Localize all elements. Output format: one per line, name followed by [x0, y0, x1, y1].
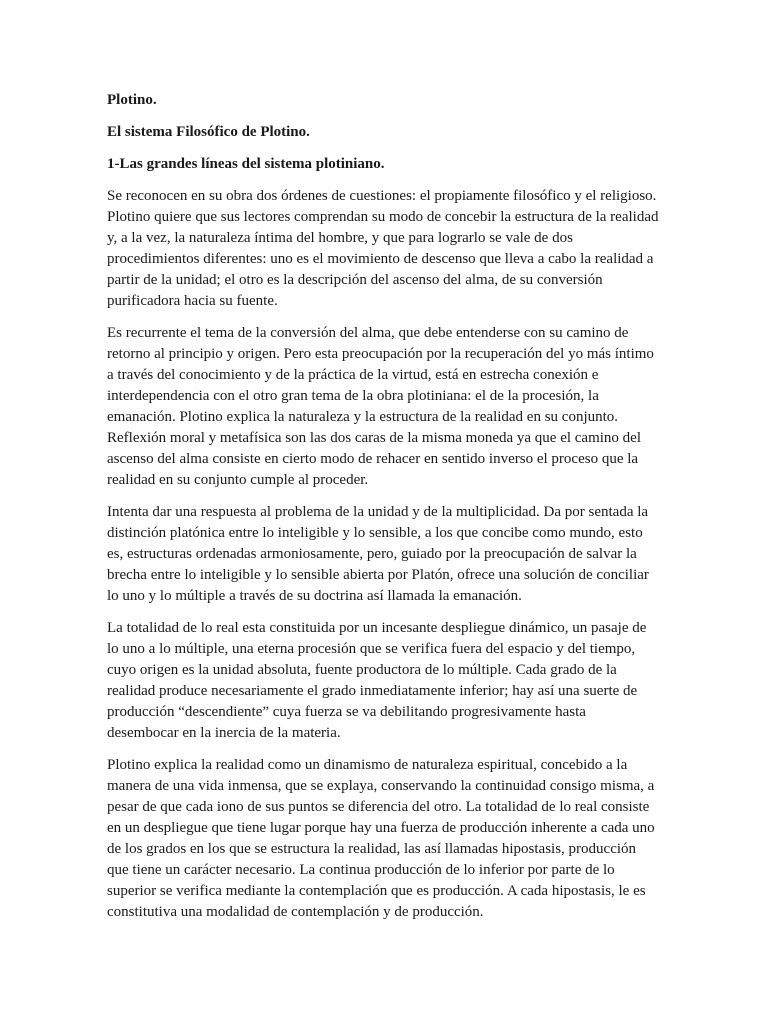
paragraph-line: procedimientos diferentes: uno es el movimiento de descenso que lleva a cabo la realidad a [107, 251, 654, 267]
paragraph-line: Intenta dar una respuesta al problema de la unidad y de la multiplicidad. Da por sentada la [107, 504, 649, 520]
paragraph-line: Plotino quiere que sus lectores comprendan su modo de concebir la estructura de la realidad [107, 209, 659, 225]
paragraph-line: Se reconocen en su obra dos órdenes de cuestiones: el propiamente filosófico y el religioso. [107, 188, 657, 204]
paragraph-line: en un despliegue que tiene lugar porque hay una fuerza de producción inherente a cada uno [107, 820, 655, 836]
document-subtitle: El sistema Filosófico de Plotino. [107, 124, 310, 140]
section-heading: 1-Las grandes líneas del sistema plotiniano. [107, 156, 385, 172]
paragraph-line: y, a la vez, la naturaleza íntima del hombre, y que para lograrlo se vale de dos [107, 230, 573, 246]
document-page [107, 90, 663, 934]
paragraph-line: realidad en su conjunto cumple al proceder. [107, 472, 369, 488]
paragraph-line: lo uno a lo múltiple, una eterna procesión que se verifica fuera del espacio y del tiempo, [107, 641, 636, 657]
document-body [107, 186, 663, 923]
paragraph-line: realidad produce necesariamente el grado inmediatamente inferior; hay así una suerte de [107, 683, 638, 699]
paragraph-line: distinción platónica entre lo inteligible y lo sensible, a los que concibe como mundo, esto [107, 525, 643, 541]
paragraph-line: ascenso del alma consiste en cierto modo de rehacer en sentido inverso el proceso que la [107, 451, 639, 467]
paragraph-line: manera de una vida inmensa, que se explaya, conservando la continuidad consigo misma, a [107, 778, 655, 794]
paragraph-line: brecha entre lo inteligible y lo sensible abierta por Platón, ofrece una solución de conciliar [107, 567, 649, 583]
paragraph-line: es, estructuras ordenadas armoniosamente, pero, guiado por la preocupación de salvar la [107, 546, 637, 562]
paragraph-line: Es recurrente el tema de la conversión del alma, que debe entenderse con su camino de [107, 325, 629, 341]
paragraph-line: cuyo origen es la unidad absoluta, fuente productora de lo múltiple. Cada grado de la [107, 662, 617, 678]
paragraph-line: superior se verifica mediante la contemplación que es producción. A cada hipostasis, le es [107, 883, 646, 899]
paragraph-line: lo uno y lo múltiple a través de su doctrina así llamada la emanación. [107, 588, 522, 604]
paragraph-line: interdependencia con el otro gran tema de la obra plotiniana: el de la procesión, la [107, 388, 599, 404]
paragraph-line: emanación. Plotino explica la naturaleza y la estructura de la realidad en su conjunto. [107, 409, 619, 425]
body-paragraph [107, 323, 663, 491]
paragraph-line: purificadora hacia su fuente. [107, 293, 278, 309]
paragraph-line: La totalidad de lo real esta constituida por un incesante despliegue dinámico, un pasaje de [107, 620, 647, 636]
body-paragraph [107, 755, 663, 923]
paragraph-line: producción “descendiente” cuya fuerza se va debilitando progresivamente hasta [107, 704, 586, 720]
paragraph-line: desembocar en la inercia de la materia. [107, 725, 341, 741]
paragraph-line: a través del conocimiento y de la práctica de la virtud, está en estrecha conexión e [107, 367, 599, 383]
document-title: Plotino. [107, 92, 157, 108]
body-paragraph [107, 186, 663, 312]
paragraph-line: Plotino explica la realidad como un dinamismo de naturaleza espiritual, concebido a la [107, 757, 628, 773]
paragraph-line: que tiene un carácter necesario. La continua producción de lo inferior por parte de lo [107, 862, 615, 878]
body-paragraph [107, 502, 663, 607]
paragraph-line: de los grados en los que se estructura la realidad, las así llamadas hipostasis, producción [107, 841, 637, 857]
paragraph-line: partir de la unidad; el otro es la descripción del ascenso del alma, de su conversión [107, 272, 603, 288]
body-paragraph [107, 618, 663, 744]
paragraph-line: retorno al principio y origen. Pero esta preocupación por la recuperación del yo más íntimo [107, 346, 654, 362]
paragraph-line: constitutiva una modalidad de contemplación y de producción. [107, 904, 484, 920]
paragraph-line: pesar de que cada iono de sus puntos se diferencia del otro. La totalidad de lo real consiste [107, 799, 650, 815]
paragraph-line: Reflexión moral y metafísica son las dos caras de la misma moneda ya que el camino del [107, 430, 641, 446]
